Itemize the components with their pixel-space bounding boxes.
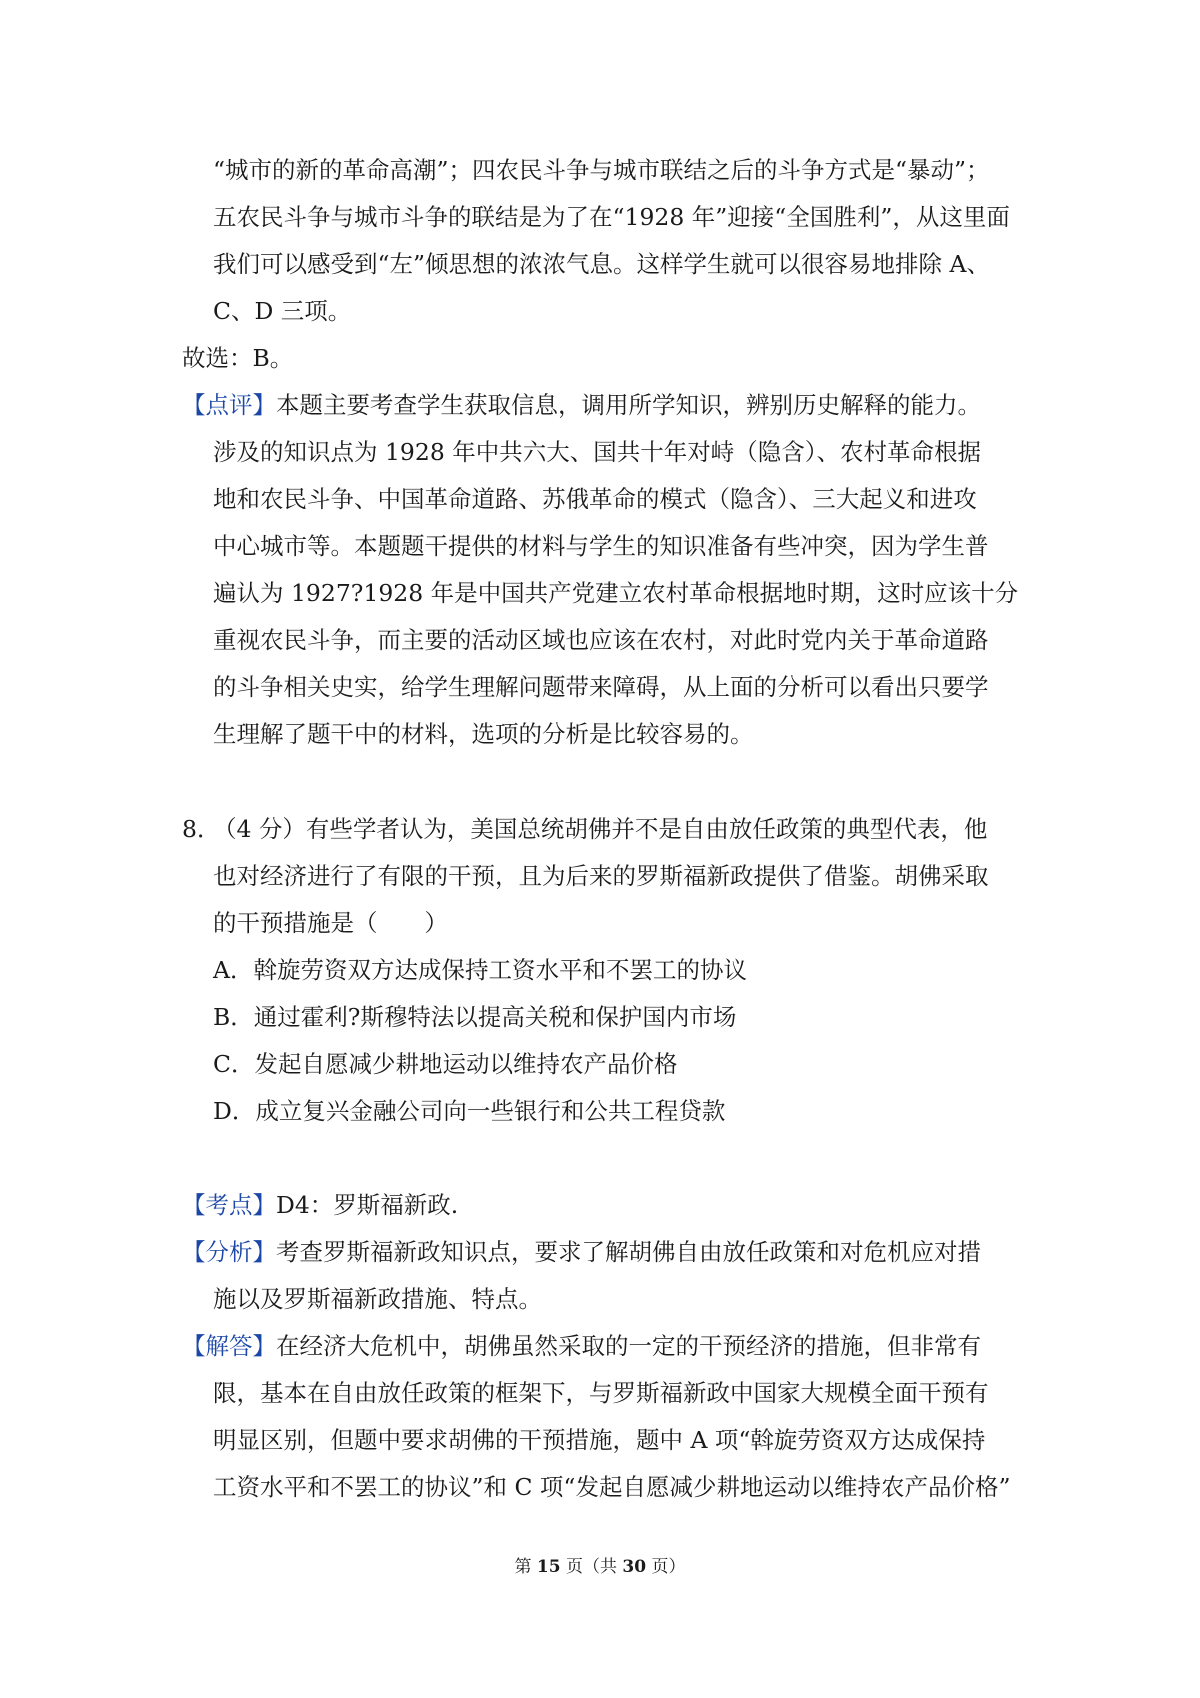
jieda-line-3: 明显区别，但题中要求胡佛的干预措施，题中 A 项“斡旋劳资双方达成保持 bbox=[213, 1426, 986, 1454]
comment-tag: 【点评】 bbox=[182, 391, 276, 419]
fenxi-tag: 【分析】 bbox=[182, 1238, 276, 1266]
kaodian-line bbox=[182, 1188, 458, 1222]
kaodian-text: D4：罗斯福新政. bbox=[276, 1191, 459, 1219]
comment-line-7: 的斗争相关史实，给学生理解问题带来障碍，从上面的分析可以看出只要学 bbox=[213, 673, 989, 701]
fenxi-first-line bbox=[182, 1235, 981, 1269]
prev-analysis-line-3: 我们可以感受到“左”倾思想的浓浓气息。这样学生就可以很容易地排除 A、 bbox=[213, 250, 990, 278]
comment-first-line bbox=[182, 388, 981, 422]
jieda-line-2: 限，基本在自由放任政策的框架下，与罗斯福新政中国家大规模全面干预有 bbox=[213, 1379, 989, 1407]
comment-line-4: 中心城市等。本题题干提供的材料与学生的知识准备有些冲突，因为学生普 bbox=[213, 532, 989, 560]
option-d: D．成立复兴金融公司向一些银行和公共工程贷款 bbox=[213, 1097, 726, 1125]
footer-pre: 第 bbox=[514, 1557, 532, 1577]
prev-analysis-line-1: “城市的新的革命高潮”；四农民斗争与城市联结之后的斗争方式是“暴动”； bbox=[213, 156, 990, 184]
answer-choice: 故选：B。 bbox=[182, 344, 294, 372]
jieda-tag: 【解答】 bbox=[182, 1332, 276, 1360]
option-c: C．发起自愿减少耕地运动以维持农产品价格 bbox=[213, 1050, 678, 1078]
comment-line-8: 生理解了题干中的材料，选项的分析是比较容易的。 bbox=[213, 720, 754, 748]
jieda-first-line bbox=[182, 1329, 981, 1363]
footer-total-pages: 30 bbox=[622, 1557, 647, 1577]
prev-analysis-line-2: 五农民斗争与城市斗争的联结是为了在“1928 年”迎接“全国胜利”，从这里面 bbox=[213, 203, 1010, 231]
page-footer bbox=[0, 1555, 1200, 1579]
jieda-line-1: 在经济大危机中，胡佛虽然采取的一定的干预经济的措施，但非常有 bbox=[276, 1332, 981, 1360]
question-stem-line-3: 的干预措施是（ ） bbox=[213, 909, 448, 937]
jieda-line-4: 工资水平和不罢工的协议”和 C 项“发起自愿减少耕地运动以维持农产品价格” bbox=[213, 1473, 1011, 1501]
comment-line-5: 遍认为 1927?1928 年是中国共产党建立农村革命根据地时期，这时应该十分 bbox=[213, 579, 1019, 607]
footer-mid: 页（共 bbox=[566, 1557, 617, 1577]
comment-line-1: 本题主要考查学生获取信息，调用所学知识，辨别历史解释的能力。 bbox=[276, 391, 981, 419]
question-stem-line-2: 也对经济进行了有限的干预，且为后来的罗斯福新政提供了借鉴。胡佛采取 bbox=[213, 862, 989, 890]
fenxi-line-2: 施以及罗斯福新政措施、特点。 bbox=[213, 1285, 542, 1313]
comment-line-3: 地和农民斗争、中国革命道路、苏俄革命的模式（隐含）、三大起义和进攻 bbox=[213, 485, 977, 513]
option-a: A．斡旋劳资双方达成保持工资水平和不罢工的协议 bbox=[213, 956, 747, 984]
question-stem-line-1: （4 分）有些学者认为，美国总统胡佛并不是自由放任政策的典型代表，他 bbox=[213, 815, 988, 843]
comment-line-6: 重视农民斗争，而主要的活动区域也应该在农村，对此时党内关于革命道路 bbox=[213, 626, 989, 654]
kaodian-tag: 【考点】 bbox=[182, 1191, 276, 1219]
comment-line-2: 涉及的知识点为 1928 年中共六大、国共十年对峙（隐含）、农村革命根据 bbox=[213, 438, 981, 466]
footer-page-number: 15 bbox=[536, 1557, 561, 1577]
prev-analysis-line-4: C、D 三项。 bbox=[213, 297, 352, 325]
footer-post: 页） bbox=[651, 1557, 686, 1577]
question-number: 8． bbox=[182, 815, 221, 843]
fenxi-line-1: 考查罗斯福新政知识点，要求了解胡佛自由放任政策和对危机应对措 bbox=[276, 1238, 981, 1266]
option-b: B．通过霍利?斯穆特法以提高关税和保护国内市场 bbox=[213, 1003, 737, 1031]
